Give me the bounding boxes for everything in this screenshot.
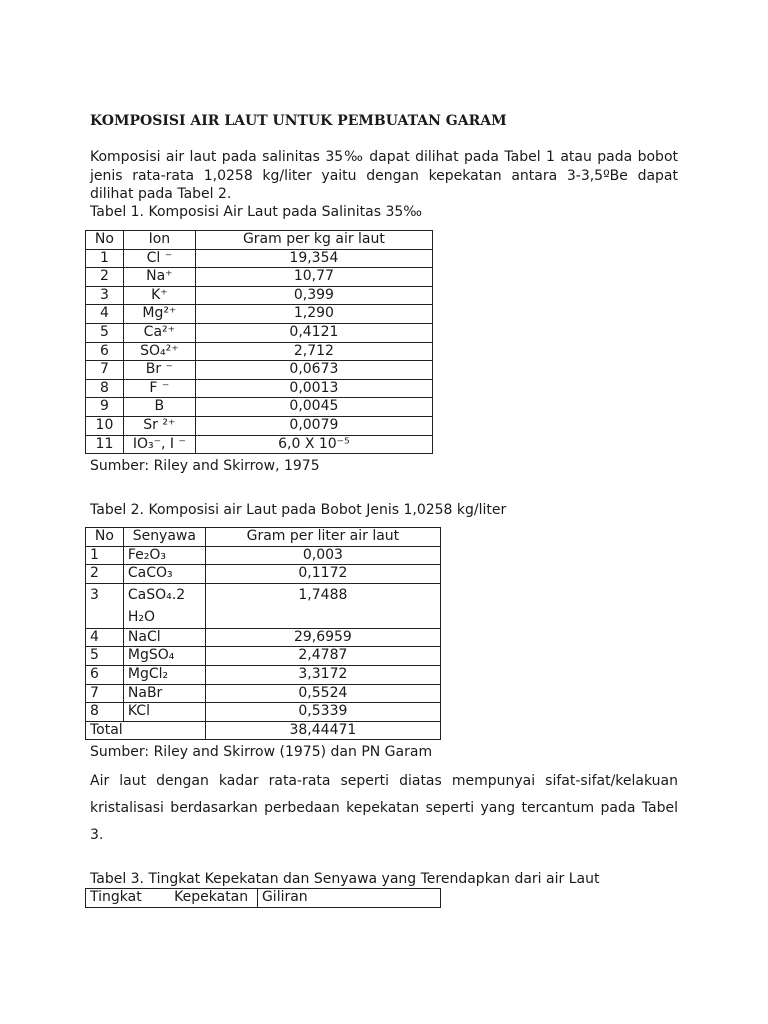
table1-cell: 19,354 — [195, 249, 432, 268]
table1-cell: K⁺ — [123, 286, 195, 305]
table2-header-gram: Gram per liter air laut — [205, 528, 440, 547]
table2-cell: 3 — [86, 583, 124, 628]
table2-cell: 8 — [86, 703, 124, 722]
table1-cell: Ca²⁺ — [123, 323, 195, 342]
table2-cell: CaCO₃ — [123, 565, 205, 584]
table2-caption: Tabel 2. Komposisi air Laut pada Bobot Jenis 1,0258 kg/liter — [90, 502, 507, 518]
table1-cell: 5 — [86, 323, 124, 342]
table1-row — [86, 268, 433, 287]
table1-header-gram: Gram per kg air laut — [195, 231, 432, 250]
table2-total-row — [86, 721, 441, 740]
table1-cell: 6 — [86, 342, 124, 361]
table2-total-value: 38,44471 — [205, 721, 440, 740]
table2-row — [86, 583, 441, 628]
table1-row — [86, 249, 433, 268]
table1-cell: SO₄²⁺ — [123, 342, 195, 361]
table1-cell: 1 — [86, 249, 124, 268]
table1-source: Sumber: Riley and Skirrow, 1975 — [90, 458, 320, 474]
table1-cell: 6,0 X 10⁻⁵ — [195, 435, 432, 454]
table1-header-ion: Ion — [123, 231, 195, 250]
table2-row — [86, 665, 441, 684]
table2-source: Sumber: Riley and Skirrow (1975) dan PN Garam — [90, 744, 433, 760]
table1-row — [86, 435, 433, 454]
table3-caption: Tabel 3. Tingkat Kepekatan dan Senyawa yang Terendapkan dari air Laut — [90, 871, 600, 887]
table1 — [85, 230, 433, 454]
table1-cell: 0,0673 — [195, 361, 432, 380]
table2-row — [86, 684, 441, 703]
table2-cell: 2,4787 — [205, 647, 440, 666]
table3-header-row — [86, 889, 441, 908]
table1-cell: 9 — [86, 398, 124, 417]
table2-header-no: No — [86, 528, 124, 547]
table3-header-giliran: Giliran — [257, 889, 440, 908]
table1-cell: Cl ⁻ — [123, 249, 195, 268]
table2-cell: 29,6959 — [205, 628, 440, 647]
table2-cell: 0,1172 — [205, 565, 440, 584]
body-paragraph: Air laut dengan kadar rata-rata seperti diatas mempunyai sifat-sifat/kelakuan kristalisasi berdasarkan perbedaan kepekatan seperti yang tercantum pada Tabel 3. — [90, 773, 678, 843]
table2-cell: 3,3172 — [205, 665, 440, 684]
table1-cell: IO₃⁻, I ⁻ — [123, 435, 195, 454]
table1-cell: 0,0013 — [195, 379, 432, 398]
table3-header-tingkat: Tingkat Kepekatan — [86, 889, 258, 908]
table1-row — [86, 416, 433, 435]
table1-row — [86, 361, 433, 380]
table2-cell: 7 — [86, 684, 124, 703]
table1-row — [86, 323, 433, 342]
table1-header-row — [86, 231, 433, 250]
table1-cell: B — [123, 398, 195, 417]
table1-cell: 8 — [86, 379, 124, 398]
table1-cell: 4 — [86, 305, 124, 324]
table2-cell: 4 — [86, 628, 124, 647]
table2-header-senyawa: Senyawa — [123, 528, 205, 547]
table2-cell: NaBr — [123, 684, 205, 703]
table1-cell: 10,77 — [195, 268, 432, 287]
table2-cell: 0,003 — [205, 546, 440, 565]
table2-cell: CaSO₄.2 H₂O — [123, 583, 205, 628]
table2-cell: MgSO₄ — [123, 647, 205, 666]
table2-row — [86, 647, 441, 666]
table2-cell: 1,7488 — [205, 583, 440, 628]
table2-cell: 1 — [86, 546, 124, 565]
intro-paragraph: Komposisi air laut pada salinitas 35‰ dapat dilihat pada Tabel 1 atau pada bobot jenis rata-rata 1,0258 kg/liter yaitu dengan kepekatan antara 3-3,5ºBe dapat dilihat pada Tabel 2. — [90, 149, 678, 202]
table2-cell: Fe₂O₃ — [123, 546, 205, 565]
table1-cell: 0,399 — [195, 286, 432, 305]
table2-cell: KCl — [123, 703, 205, 722]
table2-total-label: Total — [86, 721, 206, 740]
table1-caption: Tabel 1. Komposisi Air Laut pada Salinitas 35‰ — [90, 204, 423, 220]
table2-cell: 6 — [86, 665, 124, 684]
table2-row — [86, 703, 441, 722]
table2-cell: 0,5524 — [205, 684, 440, 703]
table1-row — [86, 286, 433, 305]
table2-row — [86, 546, 441, 565]
table2-cell: 5 — [86, 647, 124, 666]
table3 — [85, 888, 441, 908]
table1-header-no: No — [86, 231, 124, 250]
table2 — [85, 527, 441, 740]
table1-cell: 1,290 — [195, 305, 432, 324]
table2-cell: NaCl — [123, 628, 205, 647]
table1-cell: 0,4121 — [195, 323, 432, 342]
table1-cell: 2 — [86, 268, 124, 287]
table1-row — [86, 379, 433, 398]
table2-cell: MgCl₂ — [123, 665, 205, 684]
table1-row — [86, 342, 433, 361]
document-title: KOMPOSISI AIR LAUT UNTUK PEMBUATAN GARAM — [90, 113, 507, 129]
table1-cell: 11 — [86, 435, 124, 454]
table1-cell: Br ⁻ — [123, 361, 195, 380]
table1-cell: Na⁺ — [123, 268, 195, 287]
table1-cell: Mg²⁺ — [123, 305, 195, 324]
table2-row — [86, 565, 441, 584]
table1-cell: 3 — [86, 286, 124, 305]
table1-cell: 2,712 — [195, 342, 432, 361]
table1-cell: Sr ²⁺ — [123, 416, 195, 435]
table1-cell: F ⁻ — [123, 379, 195, 398]
table1-cell: 7 — [86, 361, 124, 380]
table1-row — [86, 305, 433, 324]
table1-cell: 0,0045 — [195, 398, 432, 417]
table2-header-row — [86, 528, 441, 547]
table2-cell: 2 — [86, 565, 124, 584]
table1-cell: 0,0079 — [195, 416, 432, 435]
table2-cell: 0,5339 — [205, 703, 440, 722]
table2-row — [86, 628, 441, 647]
table1-row — [86, 398, 433, 417]
table1-cell: 10 — [86, 416, 124, 435]
